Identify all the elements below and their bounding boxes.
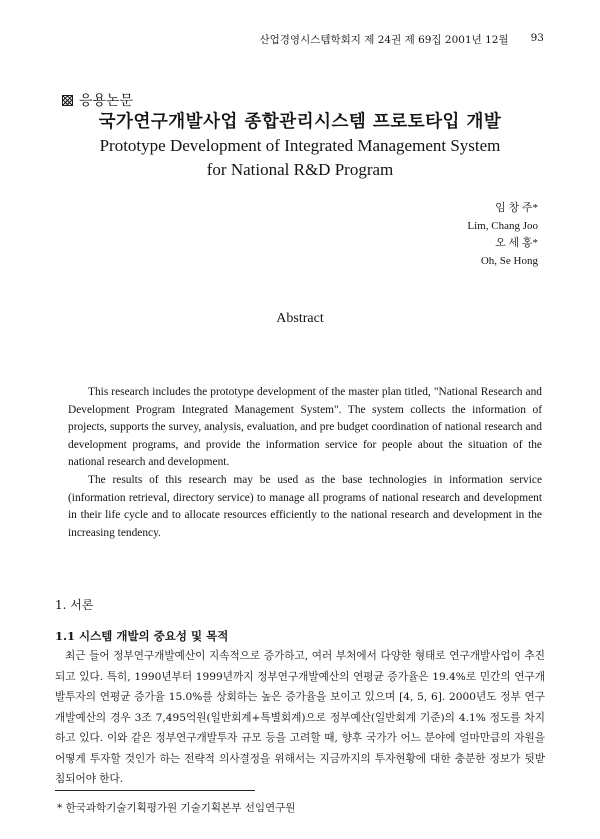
body-text <box>55 646 545 790</box>
english-title-line-2: for National R&D Program <box>206 160 394 179</box>
author-block <box>467 200 538 270</box>
abstract-heading: Abstract <box>276 311 324 326</box>
page-number: 93 <box>530 32 544 44</box>
journal-running-head: 산업경영시스템학회지 제 24권 제 69집 2001년 12월 <box>259 34 509 46</box>
author-1-korean-name: 임 창 주* <box>495 202 538 214</box>
abstract-body <box>68 384 542 542</box>
section-tag-label: 응용논문 <box>79 93 134 109</box>
author-2-korean-name: 오 세 홍* <box>495 237 538 249</box>
abstract-paragraph-2: The results of this research may be used as the base technologies in information service (information retrieval, directory service) to manage all programs of national research and development in their life cycle and to allocate resources efficiently to the national research and development in the increasing tendency. <box>68 473 542 539</box>
subsection-heading: 1.1 시스템 개발의 중요성 및 목적 <box>55 629 229 643</box>
footnote-divider <box>55 790 255 791</box>
running-header <box>260 32 545 47</box>
korean-title: 국가연구개발사업 종합관리시스템 프로토타입 개발 <box>98 112 502 132</box>
abstract-paragraph-1: This research includes the prototype development of the master plan titled, "National Research and Development Program Integrated Management System". The system collects the information of projects, supports the survey, analysis, evaluation, and pre budget coordination of national research and development programs, and provide the information service for people about the situation of the national research and development. <box>68 386 542 469</box>
english-title-line-1: Prototype Development of Integrated Management System <box>99 136 501 155</box>
section-heading: 1. 서론 <box>55 598 94 612</box>
body-paragraph: 최근 들어 정부연구개발예산이 지속적으로 증가하고, 여러 부처에서 다양한 형태로 연구개발사업이 추진되고 있다. 특히, 1990년부터 1999년까지 정부연구개발예산의 연평균 증가율은 19.4%로 민간의 연구개발투자의 연평균 증가율 15.0%를 상회하는 높은 증가율을 보이고 있으며 [4, 5, 6]. 2000년도 정부 연구개발예산의 경우 3조 7,495억원(일반회계+특별회계)으로 정부예산(일반회계 기준)의 4.1% 정도를 차지하고 있다. 이와 같은 정부연구개발투자 규모 등을 고려할 때, 향후 국가가 어느 분야에 얼마만큼의 자원을 어떻게 투자할 것인가 하는 전략적 의사결정을 위해서는 지금까지의 투자현황에 대한 충분한 정보가 뒷받침되어야 한다. <box>55 650 545 785</box>
section-tag <box>62 90 133 110</box>
author-affiliation-footnote: * 한국과학기술기획평가원 기술기획본부 선임연구원 <box>57 802 296 814</box>
author-2-english-name: Oh, Se Hong <box>480 254 538 267</box>
author-1-english-name: Lim, Chang Joo <box>467 219 538 232</box>
hatched-square-icon <box>62 95 73 106</box>
english-title <box>0 134 600 182</box>
